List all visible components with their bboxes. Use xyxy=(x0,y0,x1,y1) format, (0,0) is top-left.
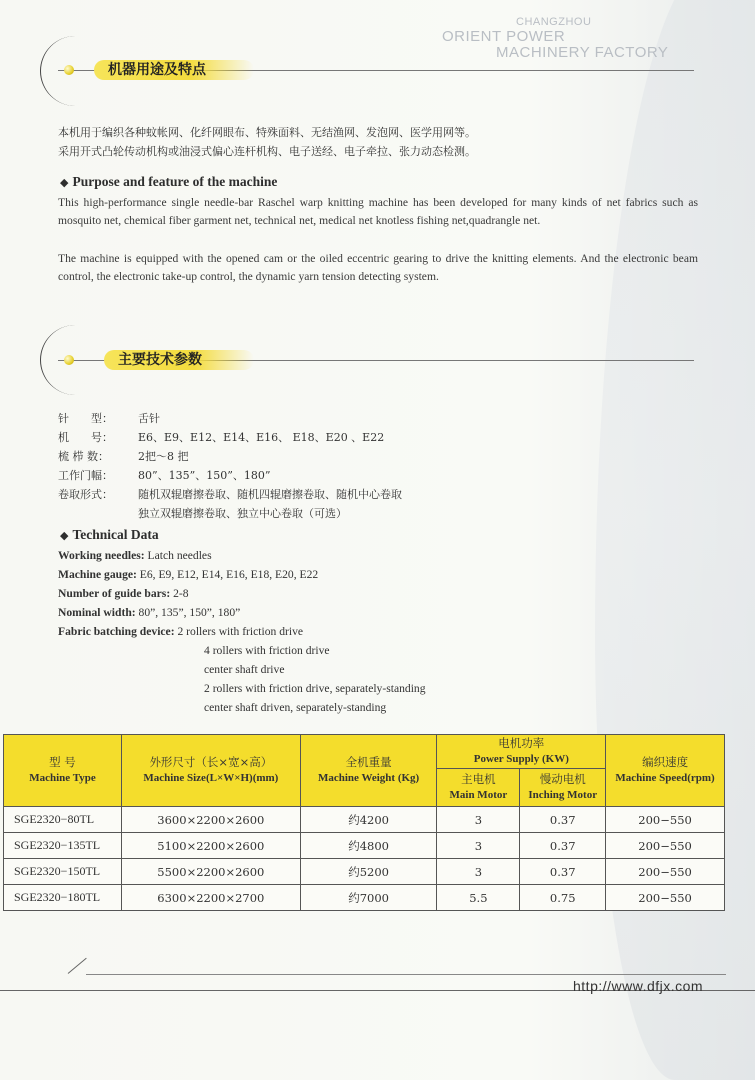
cell-speed: 200−550 xyxy=(606,807,725,833)
cell-speed: 200−550 xyxy=(606,833,725,859)
cell-size: 3600×2200×2600 xyxy=(121,807,300,833)
purpose-heading xyxy=(60,174,277,190)
brand-city: CHANGZHOU xyxy=(516,16,592,28)
cell-size: 5100×2200×2600 xyxy=(121,833,300,859)
cell-inching-motor: 0.75 xyxy=(520,885,606,911)
diamond-bullet-icon: ◆ xyxy=(60,177,69,189)
cell-main-motor: 3 xyxy=(437,833,520,859)
footer-divider xyxy=(86,974,726,975)
technical-data-heading xyxy=(60,527,159,543)
website-link[interactable]: http://www.dfjx.com xyxy=(573,978,704,994)
cell-weight: 约5200 xyxy=(300,859,437,885)
section-title-purpose: 机器用途及特点 xyxy=(94,60,254,80)
tech-data-row: Nominal width: 80”, 135”, 150”, 180” xyxy=(58,606,241,619)
cn-spec-row: 针 型： 舌针 xyxy=(58,412,160,425)
machine-spec-table xyxy=(3,734,725,911)
purpose-paragraph-1: This high-performance single needle-bar Raschel warp knitting machine has been developed for many kinds of net fabrics such as mosquito net, chemical fiber garment net, technical net, medical net knotless fishing net,quadrangle net. xyxy=(58,196,698,227)
cn-description-line1: 本机用于编织各种蚊帐网、化纤网眼布、特殊面料、无结渔网、发泡网、医学用网等。 xyxy=(58,126,476,139)
cell-type: SGE2320−180TL xyxy=(4,885,122,911)
cell-main-motor: 5.5 xyxy=(437,885,520,911)
bullet-dot-icon xyxy=(64,65,74,75)
section-title-specs: 主要技术参数 xyxy=(104,350,254,370)
cell-size: 6300×2200×2700 xyxy=(121,885,300,911)
table-row xyxy=(4,859,725,885)
table-row xyxy=(4,833,725,859)
technical-data-heading-text: Technical Data xyxy=(72,527,159,542)
cell-type: SGE2320−150TL xyxy=(4,859,122,885)
cell-size: 5500×2200×2600 xyxy=(121,859,300,885)
tech-data-row: Machine gauge: E6, E9, E12, E14, E16, E18, E20, E22 xyxy=(58,568,319,581)
table-row xyxy=(4,807,725,833)
tech-data-continuation: center shaft drive xyxy=(204,663,285,676)
header-power-supply: 电机功率 Power Supply (KW) xyxy=(437,735,606,769)
diamond-bullet-icon: ◆ xyxy=(60,530,69,542)
cn-description-line2: 采用开式凸轮传动机构或油浸式偏心连杆机构、电子送经、电子牵拉、张力动态检测。 xyxy=(58,145,476,158)
tech-data-row: Fabric batching device: 2 rollers with friction drive xyxy=(58,625,304,638)
purpose-heading-text: Purpose and feature of the machine xyxy=(72,174,278,189)
bullet-dot-icon xyxy=(64,355,74,365)
cell-inching-motor: 0.37 xyxy=(520,833,606,859)
header-machine-size: 外形尺寸（长×宽×高） Machine Size(L×W×H)(mm) xyxy=(121,735,300,807)
cn-spec-row: 梳 栉 数： 2把～8 把 xyxy=(58,450,189,463)
cell-main-motor: 3 xyxy=(437,859,520,885)
brand-factory: MACHINERY FACTORY xyxy=(496,44,669,61)
cell-weight: 约7000 xyxy=(300,885,437,911)
header-machine-weight: 全机重量 Machine Weight (Kg) xyxy=(300,735,437,807)
cell-speed: 200−550 xyxy=(606,885,725,911)
footer-slash-decoration xyxy=(68,958,87,974)
cell-inching-motor: 0.37 xyxy=(520,859,606,885)
cn-spec-row: 工作门幅： 80”、135”、150”、180” xyxy=(58,469,271,482)
cell-speed: 200−550 xyxy=(606,859,725,885)
cn-spec-row: 机 号： E6、E9、E12、E14、E16、 E18、E20 、E22 xyxy=(58,431,385,444)
purpose-paragraph-2: The machine is equipped with the opened cam or the oiled eccentric gearing to drive the knitting elements. And the electronic beam control, the electronic take-up control, the dynamic yarn tension detecting system. xyxy=(58,252,698,283)
cell-weight: 约4800 xyxy=(300,833,437,859)
header-inching-motor: 慢动电机 Inching Motor xyxy=(520,769,606,807)
cn-spec-row: 卷取形式： 随机双辊磨擦卷取、随机四辊磨擦卷取、随机中心卷取 xyxy=(58,488,402,501)
cell-weight: 约4200 xyxy=(300,807,437,833)
cell-type: SGE2320−80TL xyxy=(4,807,122,833)
table-row xyxy=(4,885,725,911)
header-machine-type: 型 号 Machine Type xyxy=(4,735,122,807)
brand-name: ORIENT POWER xyxy=(442,28,566,45)
tech-data-continuation: 2 rollers with friction drive, separately-standing xyxy=(204,682,426,695)
cn-spec-row: 独立双辊磨擦卷取、独立中心卷取（可选） xyxy=(138,507,347,520)
tech-data-continuation: 4 rollers with friction drive xyxy=(204,644,330,657)
cell-inching-motor: 0.37 xyxy=(520,807,606,833)
header-machine-speed: 编织速度 Machine Speed(rpm) xyxy=(606,735,725,807)
tech-data-row: Number of guide bars: 2-8 xyxy=(58,587,189,600)
background-wave xyxy=(595,0,755,1080)
cell-main-motor: 3 xyxy=(437,807,520,833)
header-main-motor: 主电机 Main Motor xyxy=(437,769,520,807)
cell-type: SGE2320−135TL xyxy=(4,833,122,859)
tech-data-row: Working needles: Latch needles xyxy=(58,549,212,562)
tech-data-continuation: center shaft driven, separately-standing xyxy=(204,701,387,714)
